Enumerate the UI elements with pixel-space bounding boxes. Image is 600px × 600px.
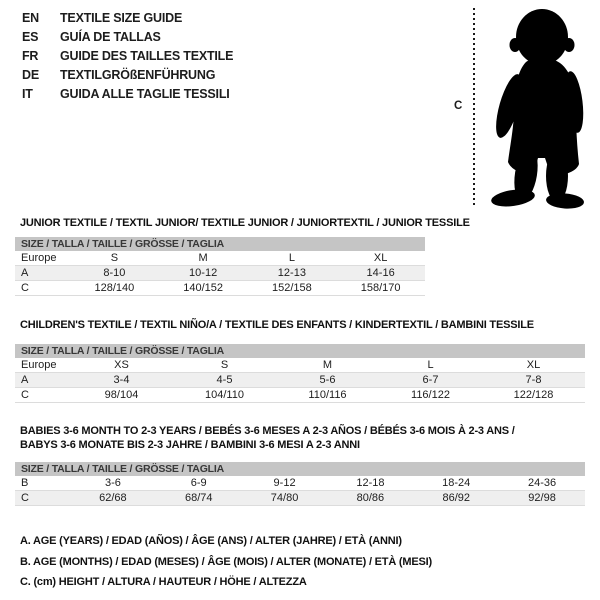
size-value: 74/80 bbox=[270, 492, 299, 504]
row-label: C bbox=[21, 282, 29, 294]
size-value: S bbox=[110, 252, 119, 264]
size-value: 128/140 bbox=[94, 282, 135, 294]
children-table-title: CHILDREN'S TEXTILE / TEXTIL NIÑO/A / TEXTILE DES ENFANTS / KINDERTEXTIL / BAMBINI TESSILE bbox=[20, 319, 534, 331]
size-value: 3-4 bbox=[113, 374, 130, 386]
size-value: 122/128 bbox=[513, 389, 554, 401]
size-value: 140/152 bbox=[183, 282, 223, 294]
size-value: 7-8 bbox=[525, 374, 542, 386]
lang-line-de bbox=[22, 66, 233, 85]
size-value: XL bbox=[526, 359, 541, 371]
size-value: 10-12 bbox=[189, 267, 218, 279]
size-value: 9-12 bbox=[273, 477, 296, 489]
table-row bbox=[15, 358, 585, 373]
row-label: Europe bbox=[21, 252, 57, 264]
size-value: S bbox=[220, 359, 229, 371]
size-value: 6-9 bbox=[190, 477, 207, 489]
footnotes bbox=[20, 531, 432, 593]
lang-code: EN bbox=[22, 11, 39, 25]
height-marker-label: C bbox=[454, 100, 463, 112]
size-header-bar: SIZE / TALLA / TAILLE / GRÖSSE / TAGLIA bbox=[15, 237, 425, 251]
lang-line-es bbox=[22, 28, 233, 47]
size-value: XS bbox=[114, 359, 129, 371]
size-value: 158/170 bbox=[360, 282, 401, 294]
size-value: 24-36 bbox=[527, 477, 557, 489]
measurement-figure bbox=[446, 0, 600, 215]
size-value: M bbox=[198, 252, 208, 264]
lang-title: GUIDE DES TAILLES TEXTILE bbox=[60, 49, 234, 63]
size-value: XL bbox=[373, 252, 388, 264]
size-value: 14-16 bbox=[366, 267, 395, 279]
lang-code: IT bbox=[22, 87, 33, 101]
table-row bbox=[15, 251, 425, 266]
size-value: L bbox=[288, 252, 295, 264]
size-value: 62/68 bbox=[99, 492, 127, 504]
row-label: A bbox=[21, 374, 29, 386]
toddler-silhouette-icon bbox=[482, 6, 600, 210]
junior-table-title: JUNIOR TEXTILE / TEXTIL JUNIOR/ TEXTILE JUNIOR / JUNIORTEXTIL / JUNIOR TESSILE bbox=[20, 217, 470, 229]
lang-line-fr bbox=[22, 47, 233, 66]
footnote-c: C. (cm) HEIGHT / ALTURA / HAUTEUR / HÖHE / ALTEZZA bbox=[20, 576, 307, 588]
size-value: 80/86 bbox=[356, 492, 385, 504]
size-value: 5-6 bbox=[319, 374, 336, 386]
row-label: C bbox=[21, 492, 29, 504]
height-dotted-line bbox=[473, 8, 475, 206]
size-value: 98/104 bbox=[104, 389, 139, 401]
size-value: 116/122 bbox=[411, 389, 450, 401]
size-value: 12-18 bbox=[356, 477, 385, 489]
size-value: 104/110 bbox=[205, 389, 244, 401]
junior-size-table bbox=[15, 237, 425, 296]
footnote-b: B. AGE (MONTHS) / EDAD (MESES) / ÂGE (MOIS) / ALTER (MONATE) / ETÀ (MESI) bbox=[20, 555, 432, 568]
children-size-table bbox=[15, 344, 585, 403]
row-label: Europe bbox=[21, 359, 57, 371]
lang-code: DE bbox=[22, 68, 39, 82]
lang-title: GUIDA ALLE TAGLIE TESSILI bbox=[60, 87, 230, 101]
size-value: L bbox=[427, 359, 434, 371]
size-header-bar: SIZE / TALLA / TAILLE / GRÖSSE / TAGLIA bbox=[15, 462, 585, 476]
size-value: 12-13 bbox=[277, 267, 306, 279]
size-value: M bbox=[322, 359, 333, 371]
table-row bbox=[15, 491, 585, 506]
footnote-a: A. AGE (YEARS) / EDAD (AÑOS) / ÂGE (ANS) / ALTER (JAHRE) / ETÀ (ANNI) bbox=[20, 535, 402, 547]
lang-title: GUÍA DE TALLAS bbox=[60, 30, 161, 44]
size-value: 92/98 bbox=[528, 492, 556, 504]
row-label: A bbox=[21, 267, 29, 279]
size-value: 6-7 bbox=[422, 374, 439, 386]
row-label: C bbox=[21, 389, 29, 401]
size-value: 4-5 bbox=[216, 374, 233, 386]
table-row bbox=[15, 281, 425, 296]
size-value: 152/158 bbox=[271, 282, 312, 294]
babies-size-table bbox=[15, 462, 585, 506]
babies-table-title: BABIES 3-6 MONTH TO 2-3 YEARS / BEBÉS 3-6 MESES A 2-3 AÑOS / BÉBÉS 3-6 MOIS À 2-3 ANS / BABYS 3-6 MONATE BIS 2-3 JAHRE / BAMBINI 3-6 MESI A 2-3 ANNI bbox=[20, 425, 515, 451]
lang-line-it bbox=[22, 85, 233, 104]
lang-code: ES bbox=[22, 30, 39, 44]
size-header-bar: SIZE / TALLA / TAILLE / GRÖSSE / TAGLIA bbox=[15, 344, 585, 358]
row-label: B bbox=[21, 477, 29, 489]
table-row bbox=[15, 266, 425, 281]
lang-title: TEXTILE SIZE GUIDE bbox=[60, 11, 183, 25]
size-value: 18-24 bbox=[442, 477, 471, 489]
size-value: 3-6 bbox=[104, 477, 121, 489]
table-row bbox=[15, 476, 585, 491]
table-row bbox=[15, 388, 585, 403]
size-value: 86/92 bbox=[442, 492, 470, 504]
lang-title: TEXTILGRÖßENFÜHRUNG bbox=[60, 68, 216, 82]
size-value: 68/74 bbox=[184, 492, 213, 504]
size-value: 110/116 bbox=[308, 389, 347, 401]
lang-code: FR bbox=[22, 49, 39, 63]
language-title-block bbox=[22, 9, 233, 104]
table-row bbox=[15, 373, 585, 388]
lang-line-en bbox=[22, 9, 233, 28]
size-value: 8-10 bbox=[103, 267, 126, 279]
